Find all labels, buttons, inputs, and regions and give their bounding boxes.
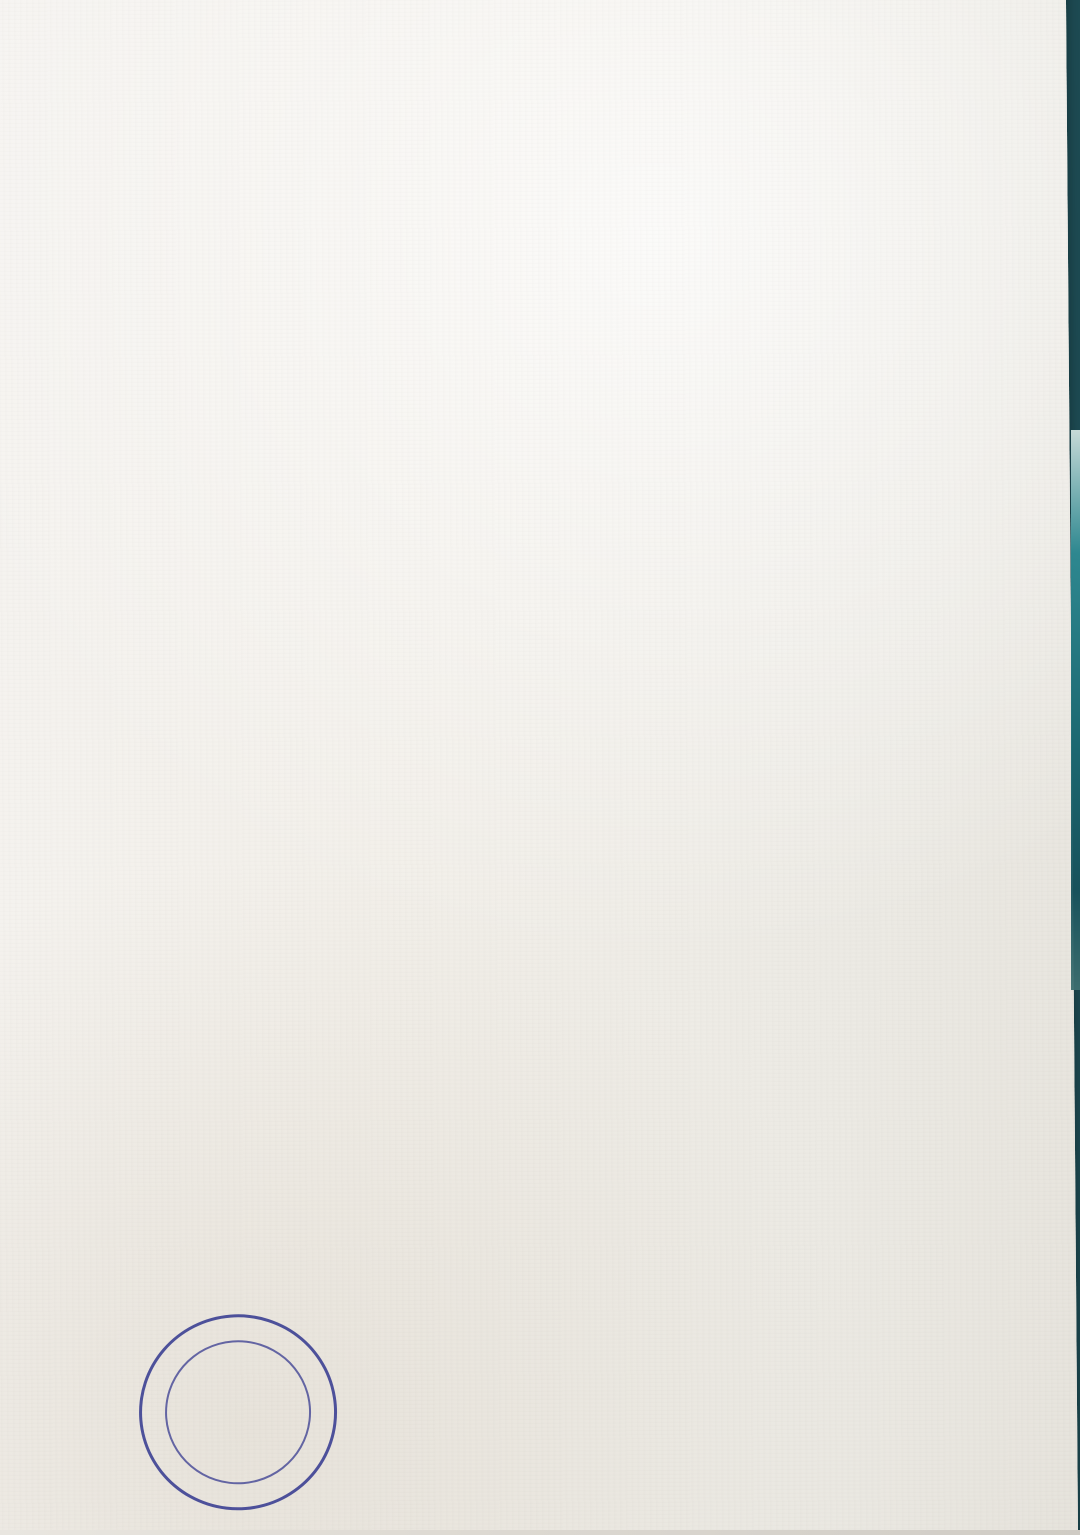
official-round-stamp [132,1307,345,1518]
photo-background-bottom-edge [0,1530,1080,1535]
photo-background-right-edge [1071,430,1080,990]
stamp-officer-label [138,1386,335,1401]
